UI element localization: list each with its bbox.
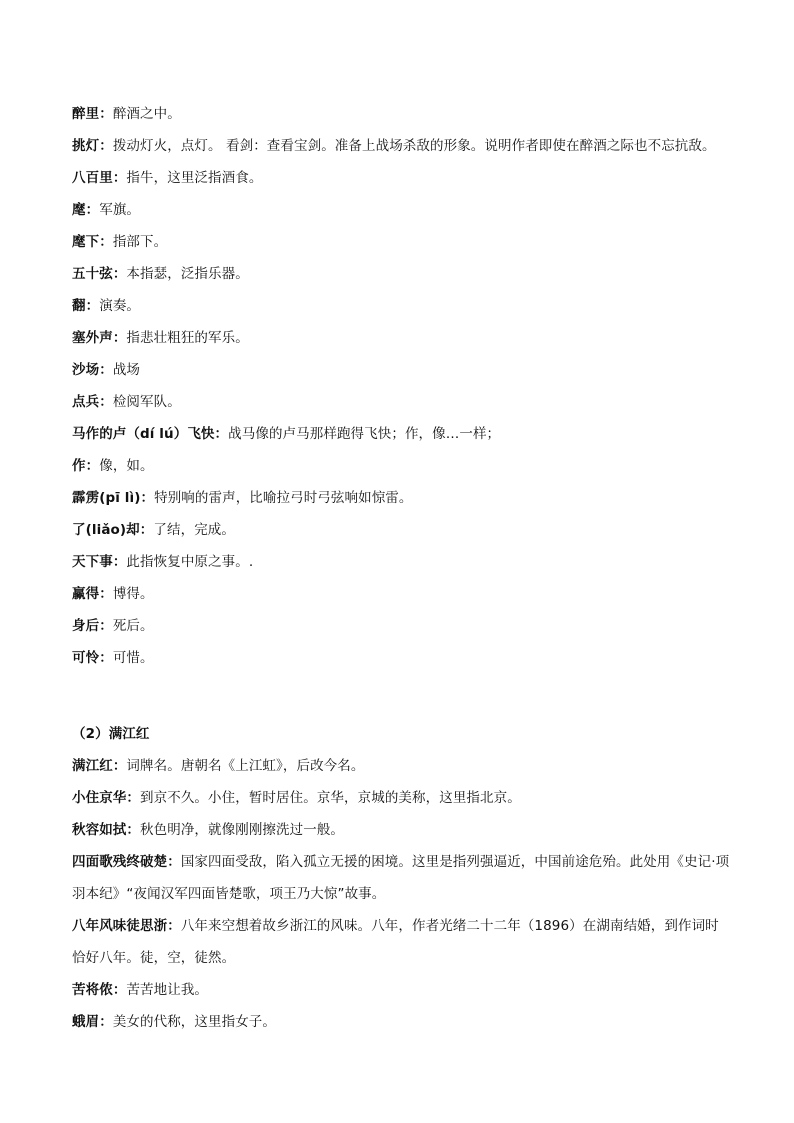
entry-definition: 可惜。 — [112, 650, 154, 666]
entry-term: 作 — [72, 458, 86, 474]
glossary-entry — [72, 910, 732, 974]
glossary-entry — [72, 290, 732, 322]
glossary-entry — [72, 578, 732, 610]
entry-term: 麾 — [72, 202, 86, 218]
entry-colon: ： — [112, 758, 127, 774]
entry-definition: 美女的代称，这里指女子。 — [112, 1014, 277, 1030]
entry-definition: 拨动灯火，点灯。 看剑：查看宝剑。准备上战场杀敌的形象。说明作者即使在醉酒之际也不忘抗敌。 — [112, 138, 716, 154]
section-spacer — [72, 674, 732, 706]
entry-colon: ： — [167, 918, 181, 934]
entry-definition: 特别响的雷声，比喻拉弓时弓弦响如惊雷。 — [154, 490, 413, 506]
entry-term: 赢得 — [72, 586, 100, 602]
entry-colon: ： — [126, 790, 141, 806]
glossary-entry — [72, 610, 732, 642]
entry-colon: ： — [140, 490, 155, 506]
entry-term: 满江红 — [72, 758, 113, 774]
entry-colon: ： — [99, 618, 113, 634]
entry-colon: ： — [112, 266, 127, 282]
entry-definition: 军旗。 — [99, 202, 141, 218]
glossary-entry — [72, 546, 732, 578]
entry-colon: ： — [85, 298, 100, 314]
glossary-entry — [72, 450, 732, 482]
entry-term: 八百里 — [72, 170, 113, 186]
entry-term: 八年风味徒思浙 — [72, 918, 168, 934]
entry-definition: 指牛，这里泛指酒食。 — [126, 170, 263, 186]
entry-colon: ： — [139, 522, 154, 538]
entry-term: 蛾眉 — [72, 1014, 100, 1030]
entry-colon: ： — [85, 202, 100, 218]
entry-colon: ： — [99, 362, 113, 378]
entry-term: 天下事 — [72, 554, 113, 570]
entry-definition: 检阅军队。 — [112, 394, 181, 410]
entry-term: 麾下 — [72, 234, 100, 250]
entry-term: 了(liǎo)却 — [72, 522, 140, 538]
glossary-entry — [72, 514, 732, 546]
entry-term: 五十弦 — [72, 266, 113, 282]
glossary-entry — [72, 974, 732, 1006]
entry-definition: 指悲壮粗狂的军乐。 — [126, 330, 249, 346]
entry-colon: ： — [99, 394, 113, 410]
entry-term: 秋容如拭 — [72, 822, 127, 838]
entry-colon: ： — [214, 426, 229, 442]
entry-term: 点兵 — [72, 394, 100, 410]
glossary-entry — [72, 226, 732, 258]
glossary-entry — [72, 258, 732, 290]
entry-term: 苦将侬 — [72, 982, 113, 998]
glossary-entry — [72, 750, 732, 782]
entry-term: 翻 — [72, 298, 86, 314]
entry-colon: ： — [85, 458, 100, 474]
entry-definition: 到京不久。小住，暂时居住。京华，京城的美称，这里指北京。 — [140, 790, 521, 806]
entry-definition: 苦苦地让我。 — [126, 982, 209, 998]
glossary-entry — [72, 322, 732, 354]
entry-definition: 战马像的卢马那样跑得飞快；作，像…一样； — [228, 426, 501, 442]
entry-definition: 八年来空想着故乡浙江的风味。八年，作者光绪二十二年（1896）在湖南结婚，到作词时恰好八年。徒，空，徒然。 — [72, 918, 719, 966]
entry-definition: 演奏。 — [99, 298, 141, 314]
section-heading: （2）满江红 — [72, 726, 150, 742]
entry-colon: ： — [167, 854, 181, 870]
entry-definition: 此指恢复中原之事。. — [126, 554, 254, 570]
entry-term: 小住京华 — [72, 790, 127, 806]
entry-definition: 指部下。 — [112, 234, 168, 250]
entry-term: 可怜 — [72, 650, 100, 666]
glossary-entry — [72, 418, 732, 450]
glossary-entry — [72, 386, 732, 418]
glossary-entry — [72, 130, 732, 162]
entry-definition: 死后。 — [112, 618, 154, 634]
entry-colon: ： — [99, 106, 113, 122]
entry-definition: 战场 — [112, 362, 141, 378]
glossary-entry — [72, 482, 732, 514]
entry-colon: ： — [112, 554, 127, 570]
glossary-entry — [72, 98, 732, 130]
entry-colon: ： — [99, 234, 113, 250]
entry-definition: 了结，完成。 — [153, 522, 235, 538]
entry-term: 挑灯 — [72, 138, 100, 154]
entry-term: 沙场 — [72, 362, 100, 378]
glossary-entry — [72, 846, 732, 910]
glossary-content — [72, 98, 732, 1038]
entry-colon: ： — [112, 170, 127, 186]
entry-colon: ： — [126, 822, 141, 838]
entry-colon: ： — [99, 1014, 113, 1030]
entry-definition: 像，如。 — [99, 458, 154, 474]
entry-term: 塞外声 — [72, 330, 113, 346]
entry-term: 四面歌残终破楚 — [72, 854, 168, 870]
glossary-entry — [72, 782, 732, 814]
glossary-entry — [72, 814, 732, 846]
entry-term: 醉里 — [72, 106, 100, 122]
entry-term: 马作的卢（dí lú）飞快 — [72, 426, 215, 442]
entry-definition: 本指瑟，泛指乐器。 — [126, 266, 249, 282]
glossary-entry — [72, 194, 732, 226]
glossary-entry — [72, 1006, 732, 1038]
entry-colon: ： — [112, 330, 127, 346]
glossary-entry — [72, 642, 732, 674]
entry-definition: 国家四面受敌，陷入孤立无援的困境。这里是指列强逼近，中国前途危殆。此处用《史记·项羽本纪》“夜闻汉军四面皆楚歌，项王乃大惊”故事。 — [72, 854, 730, 902]
entry-colon: ： — [99, 650, 113, 666]
entry-definition: 博得。 — [112, 586, 154, 602]
glossary-entry — [72, 354, 732, 386]
entry-colon: ： — [99, 138, 113, 154]
entry-colon: ： — [112, 982, 127, 998]
glossary-entry — [72, 162, 732, 194]
entry-definition: 醉酒之中。 — [112, 106, 181, 122]
entry-colon: ： — [99, 586, 113, 602]
entry-term: 身后 — [72, 618, 100, 634]
entry-definition: 秋色明净，就像刚刚擦洗过一般。 — [140, 822, 345, 838]
entry-term: 霹雳(pī lì) — [72, 490, 141, 506]
entry-definition: 词牌名。唐朝名《上江虹》，后改今名。 — [126, 758, 365, 774]
